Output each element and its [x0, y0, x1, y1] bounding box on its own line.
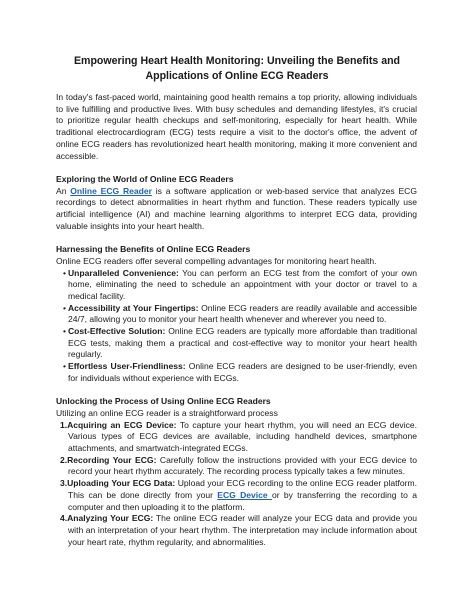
item-text: Online ECG readers are designed to be user-friendly, even for individuals without experience with ECGs. [68, 361, 417, 383]
item-label: Accessibility at Your Fingertips: [68, 302, 199, 313]
list-item [56, 420, 417, 455]
step-label: 3.Uploading Your ECG Data: [60, 478, 176, 489]
text-pre-link: An [56, 185, 71, 196]
item-label: Cost-Effective Solution: [68, 326, 166, 337]
document-body [56, 92, 417, 548]
bullet-glyph: • [63, 302, 66, 313]
list-item [56, 455, 417, 478]
ecg-device-link[interactable]: ECG Device [217, 489, 272, 500]
bullet-glyph: • [63, 326, 66, 337]
item-text: You can perform an ECG test from the comfort of your own home, eliminating the need to schedule an appointment with your doctor or travel to a medical facility. [68, 267, 417, 301]
bullet-glyph: • [63, 267, 66, 278]
step-text: To capture your heart rhythm, you will need an ECG device. Various types of ECG devices are available, including handheld devices, smartphone attachments, and smartwatch-integrated ECGs. [68, 419, 417, 454]
section-heading-exploring: Exploring the World of Online ECG Readers [56, 173, 234, 184]
item-label: Unparalleled Convenience: [68, 267, 179, 278]
item-text: Online ECG readers are readily available and accessible 24/7, allowing you to monitor your heart health whenever and wherever you need to. [68, 302, 417, 325]
list-item [56, 326, 417, 361]
step-label: 2.Recording Your ECG: [60, 454, 157, 465]
process-lead: Utilizing an online ECG reader is a straightforward process [56, 407, 278, 418]
step-text: or by transferring the recording to a computer and then uploading it to the platform. [68, 489, 417, 512]
list-item [56, 513, 417, 548]
step-label: 4.Analyzing Your ECG: [60, 513, 154, 524]
bullet-glyph: • [63, 361, 66, 372]
list-item [56, 361, 417, 384]
intro-paragraph: In today's fast-paced world, maintaining good health remains a top priority, allowing individuals to live fulfilling and productive lives. With busy schedules and demanding lifestyles, it's crucial to prioritize regular health checkups and self-monitoring, especially for heart health. While traditional electrocardiogram (ECG) tests require a visit to the doctor's office, the advent of online ECG readers has revolutionized heart health monitoring, making it more convenient and accessible. [56, 92, 417, 161]
section-heading-benefits: Harnessing the Benefits of Online ECG Readers [56, 244, 251, 255]
step-text: Upload your ECG recording to the online ECG reader platform. This can be done directly from your [68, 478, 418, 500]
step-text: Carefully follow the instructions provided with your ECG device to record your heart rhythm accurately. The recording process typically takes a few minutes. [68, 454, 417, 477]
list-item [56, 478, 417, 513]
section-paragraph-exploring [56, 186, 417, 233]
document-title: Empowering Heart Health Monitoring: Unveiling the Benefits and Applications of Online ECG Readers [73, 55, 401, 82]
process-steps [56, 420, 417, 549]
list-item [56, 268, 417, 303]
section-heading-process: Unlocking the Process of Using Online ECG Readers [56, 396, 271, 407]
step-label: 1.Acquiring an ECG Device: [60, 419, 177, 430]
item-text: Online ECG readers are typically more affordable than traditional ECG tests, making them a practical and cost-effective way to monitor your heart health regularly. [68, 326, 417, 360]
benefits-list [56, 268, 417, 385]
item-label: Effortless User-Friendliness: [68, 361, 186, 372]
list-item [56, 303, 417, 326]
text-post-link: is a software application or web-based service that analyzes ECG recordings to detect abnormalities in heart rhythm and function. These readers typically use artificial intelligence (AI) and machine learning algorithms to interpret ECG data, providing valuable insights into your heart health. [56, 185, 417, 231]
step-text: The online ECG reader will analyze your ECG data and provide you with an interpretation of your heart rhythm. The interpretation may include information about your heart rate, rhythm regularity, and abnormalities. [68, 513, 417, 547]
benefits-lead: Online ECG readers offer several compelling advantages for monitoring heart health. [56, 255, 377, 266]
online-ecg-reader-link[interactable]: Online ECG Reader [70, 185, 152, 196]
